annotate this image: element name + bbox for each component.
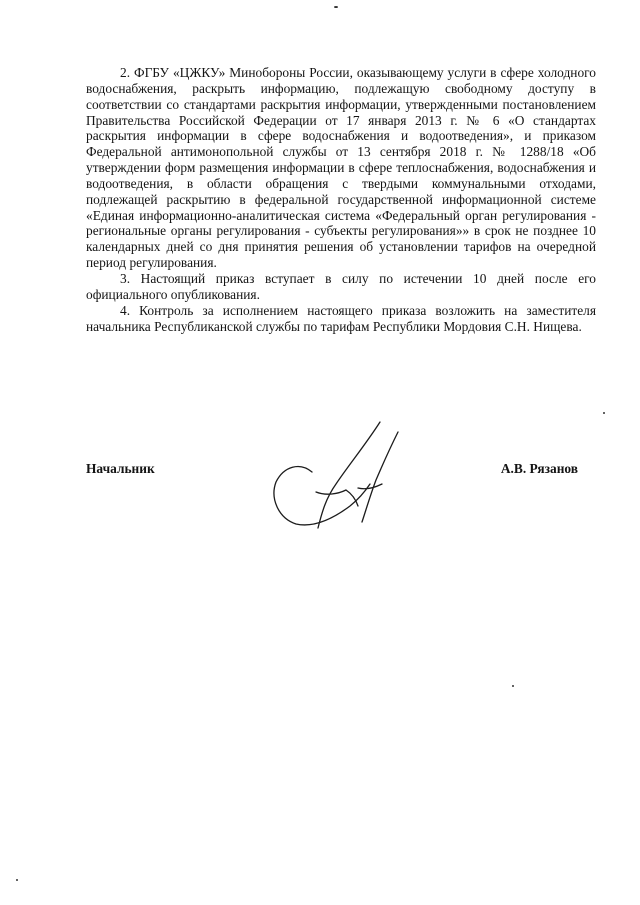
signatory-name: А.В. Рязанов — [500, 461, 578, 476]
page-mark — [334, 6, 338, 8]
page-mark — [603, 412, 605, 414]
paragraph-2: 2. ФГБУ «ЦЖКУ» Минобороны России, оказывающему услуги в сфере холодного водоснабжения, раскрыть информацию, подлежащую свободному доступу в соответствии со стандартами раскрытия информации, утвержденными постановлением Правительства Российской Федерации от 17 января 2013 г. № 6 «О стандартах раскрытия информации в сфере водоснабжения и водоотведения», и приказом Федеральной антимонопольной службы от 13 сентября 2018 г. № 1288/18 «Об утверждении форм размещения информации в сфере теплоснабжения, водоснабжения и водоотведения, в области обращения с твердыми коммунальными отходами, подлежащей раскрытию в федеральной государственной информационной системе «Единая информационно-аналитическая система «Федеральный орган регулирования - региональные органы регулирования - субъекты регулирования»» в срок не позднее 10 календарных дней со дня принятия решения об установлении тарифов на очередной период регулирования. — [86, 65, 596, 271]
handwritten-signature — [262, 410, 422, 545]
paragraph-4: 4. Контроль за исполнением настоящего приказа возложить на заместителя начальника Республиканской службы по тарифам Республики Мордовия С.Н. Нищева. — [86, 302, 596, 334]
page-mark — [512, 685, 514, 687]
signatory-title: Начальник — [86, 461, 155, 476]
page-mark — [16, 879, 18, 881]
paragraph-3: 3. Настоящий приказ вступает в силу по истечении 10 дней после его официального опубликования. — [86, 270, 596, 302]
document-body — [86, 65, 596, 334]
